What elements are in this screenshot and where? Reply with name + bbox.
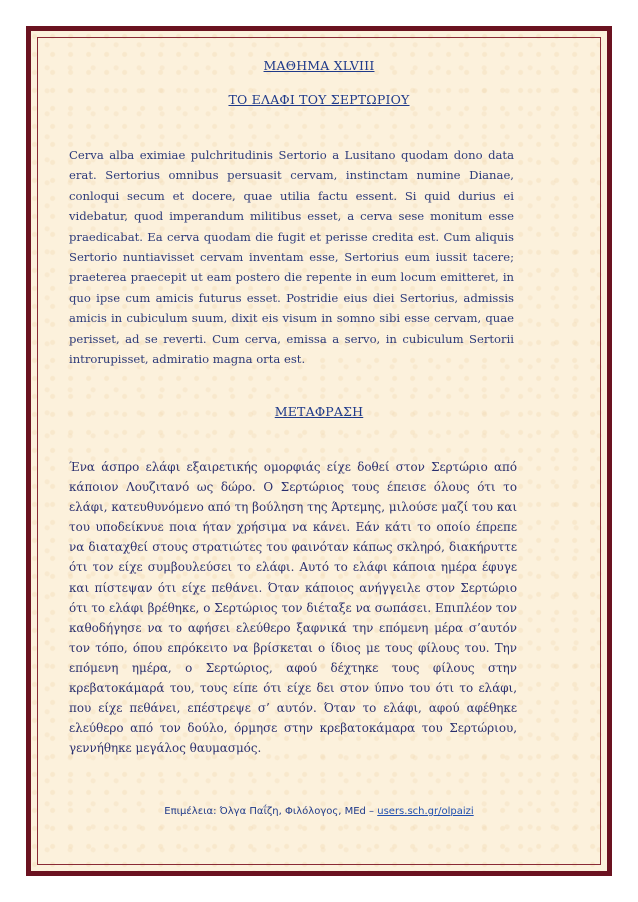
footer-credit bbox=[0, 806, 638, 817]
lesson-title: ΜΑΘΗΜΑ XLVIII bbox=[263, 58, 375, 73]
footer-credit-text: Επιμέλεια: Όλγα Παΐζη, Φιλόλογος, MEd – bbox=[164, 806, 378, 817]
translation-heading: ΜΕΤΑΦΡΑΣΗ bbox=[274, 404, 364, 419]
latin-text: Cerva alba eximiae pulchritudinis Sertorio a Lusitano quodam dono data erat. Sertorius omnibus persuasit cervam, instinctam numine Dianae, conloqui secum et docere, quae utilia factu essent. Si quid durius ei videbatur, quod imperandum militibus esset, a cerva sese monitum esse praedicabat. Ea cerva quodam die fugit et perisse credita est. Cum aliquis Sertorio nuntiavisset cervam inventam esse, Sertorius eum iussit tacere; praeterea praecepit ut eam postero die repente in eum locum emitteret, in quo ipse cum amicis futurus esset. Postridie eius diei Sertorius, admissis amicis in cubiculum suum, dixit eis visum in somno sibi esse cervam, quae perisset, ad se reverti. Cum cerva, emissa a servo, in cubiculum Sertorii introrupisset, admiratio magna orta est. bbox=[69, 148, 514, 367]
footer-link[interactable]: users.sch.gr/olpaizi bbox=[377, 806, 474, 817]
greek-translation: Ένα άσπρο ελάφι εξαιρετικής ομορφιάς είχε δοθεί στον Σερτώριο από κάποιον Λουζιτανό ως δώρο. Ο Σερτώριος τους έπεισε όλους ότι το ελάφι, κατευθυνόμενο από τη βούληση της Άρτεμης, μιλούσε μαζί του και του υποδείκνυε ποια ήταν χρήσιμα να κάνει. Εάν κάτι το οποίο έπρεπε να διαταχθεί στους στρατιώτες του φαινόταν κάπως σκληρό, διακήρυττε ότι τον είχε συμβουλεύσει το ελάφι. Αυτό το ελάφι κάποια ημέρα έφυγε και πίστεψαν ότι είχε πεθάνει. Όταν κάποιος ανήγγειλε στον Σερτώριο ότι το ελάφι βρέθηκε, ο Σερτώριος τον διέταξε να σωπάσει. Επιπλέον τον καθοδήγησε να το αφήσει ελεύθερο ξαφνικά την επόμενη μέρα σ’αυτόν τον τόπο, όπου επρόκειτο να βρίσκεται ο ίδιος με τους φίλους του. Την επόμενη ημέρα, ο Σερτώριος, αφού δέχτηκε τους φίλους στην κρεβατοκάμαρά του, τους είπε ότι είχε δει στον ύπνο του ότι το ελάφι, που είχε πεθάνει, επέστρεψε σ’ αυτόν. Όταν το ελάφι, αφού αφέθηκε ελεύθερο από τον δούλο, όρμησε στην κρεβατοκάμαρα του Σερτώριου, γεννήθηκε μεγάλος θαυμασμός. bbox=[69, 460, 517, 756]
lesson-subtitle: ΤΟ ΕΛΑΦΙ ΤΟΥ ΣΕΡΤΩΡΙΟΥ bbox=[228, 92, 410, 107]
